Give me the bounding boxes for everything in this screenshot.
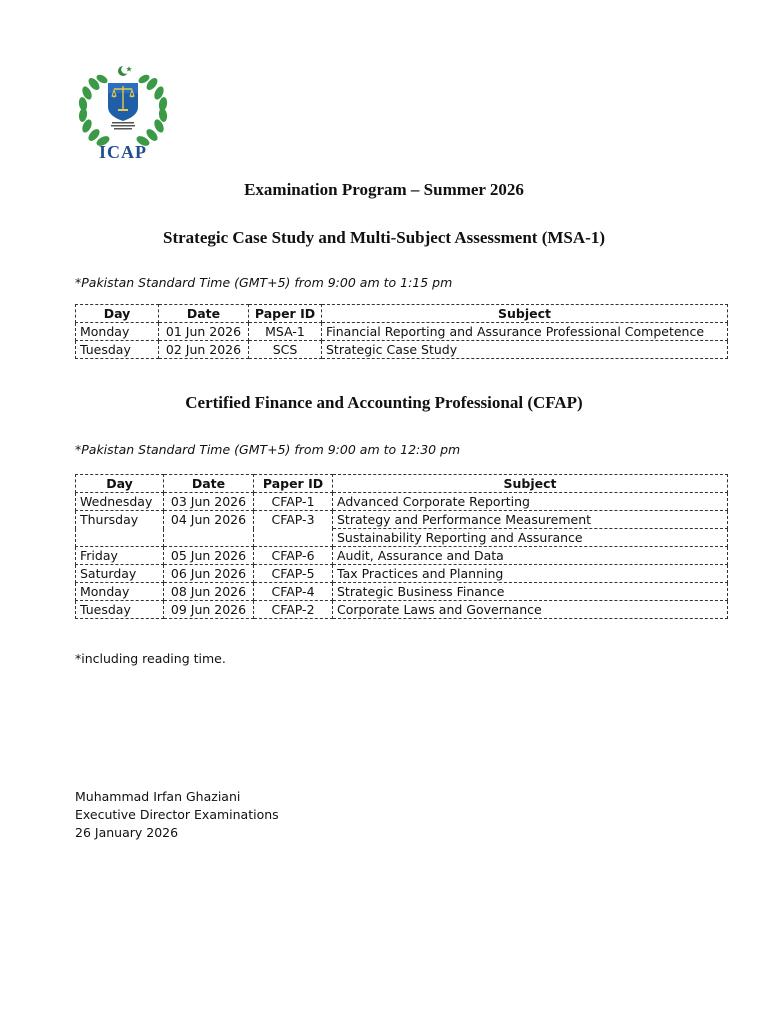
cell-paper-id: CFAP-4 xyxy=(254,583,333,601)
page-title: Examination Program – Summer 2026 xyxy=(244,180,524,199)
signature-date: 26 January 2026 xyxy=(75,825,179,840)
cell-paper-id: CFAP-2 xyxy=(254,601,333,619)
cell-date: 08 Jun 2026 xyxy=(164,583,254,601)
signatory-name: Muhammad Irfan Ghaziani xyxy=(75,789,241,804)
cell-paper-id: CFAP-1 xyxy=(254,493,333,511)
cell-subject: Audit, Assurance and Data xyxy=(333,547,728,565)
cell-date: 02 Jun 2026 xyxy=(159,341,249,359)
table-row xyxy=(76,323,728,341)
cell-subject: Strategic Business Finance xyxy=(333,583,728,601)
table-row xyxy=(76,493,728,511)
header-day: Day xyxy=(76,305,159,323)
logo-text: ICAP xyxy=(99,142,147,162)
header-day: Day xyxy=(76,475,164,493)
cell-day: Monday xyxy=(76,323,159,341)
timing-note-cfap: *Pakistan Standard Time (GMT+5) from 9:00 am to 12:30 pm xyxy=(75,442,461,457)
cell-date: 04 Jun 2026 xyxy=(164,511,254,547)
table-row xyxy=(76,601,728,619)
cell-subject: Financial Reporting and Assurance Professional Competence xyxy=(322,323,728,341)
header-paper-id: Paper ID xyxy=(254,475,333,493)
table-row xyxy=(76,341,728,359)
icap-logo xyxy=(74,62,172,162)
cfap-schedule-table xyxy=(75,474,728,619)
header-date: Date xyxy=(164,475,254,493)
reading-time-footnote: *including reading time. xyxy=(75,651,226,666)
table-row xyxy=(76,511,728,529)
cell-paper-id: SCS xyxy=(249,341,322,359)
cell-date: 09 Jun 2026 xyxy=(164,601,254,619)
cell-subject: Strategic Case Study xyxy=(322,341,728,359)
table-header-row xyxy=(76,475,728,493)
cell-day: Tuesday xyxy=(76,341,159,359)
cell-day: Monday xyxy=(76,583,164,601)
header-subject: Subject xyxy=(333,475,728,493)
cell-date: 01 Jun 2026 xyxy=(159,323,249,341)
table-header-row xyxy=(76,305,728,323)
cell-date: 05 Jun 2026 xyxy=(164,547,254,565)
cell-day: Saturday xyxy=(76,565,164,583)
cell-subject: Advanced Corporate Reporting xyxy=(333,493,728,511)
cell-paper-id: CFAP-3 xyxy=(254,511,333,547)
cell-paper-id: CFAP-5 xyxy=(254,565,333,583)
signatory-position: Executive Director Examinations xyxy=(75,807,279,822)
cell-subject: Tax Practices and Planning xyxy=(333,565,728,583)
cell-subject: Corporate Laws and Governance xyxy=(333,601,728,619)
cell-date: 03 Jun 2026 xyxy=(164,493,254,511)
cell-day: Tuesday xyxy=(76,601,164,619)
cell-day: Friday xyxy=(76,547,164,565)
header-date: Date xyxy=(159,305,249,323)
section-heading-cfap: Certified Finance and Accounting Professional (CFAP) xyxy=(185,393,583,412)
cell-subject: Strategy and Performance Measurement xyxy=(333,511,728,529)
header-paper-id: Paper ID xyxy=(249,305,322,323)
cell-day: Wednesday xyxy=(76,493,164,511)
cell-date: 06 Jun 2026 xyxy=(164,565,254,583)
header-subject: Subject xyxy=(322,305,728,323)
cell-paper-id: MSA-1 xyxy=(249,323,322,341)
cell-day: Thursday xyxy=(76,511,164,547)
table-row xyxy=(76,565,728,583)
cell-subject: Sustainability Reporting and Assurance xyxy=(333,529,728,547)
msa-schedule-table xyxy=(75,304,728,359)
table-row xyxy=(76,583,728,601)
section-heading-msa: Strategic Case Study and Multi-Subject Assessment (MSA-1) xyxy=(163,228,605,247)
table-row xyxy=(76,547,728,565)
cell-paper-id: CFAP-6 xyxy=(254,547,333,565)
timing-note-msa: *Pakistan Standard Time (GMT+5) from 9:00 am to 1:15 pm xyxy=(75,275,453,290)
